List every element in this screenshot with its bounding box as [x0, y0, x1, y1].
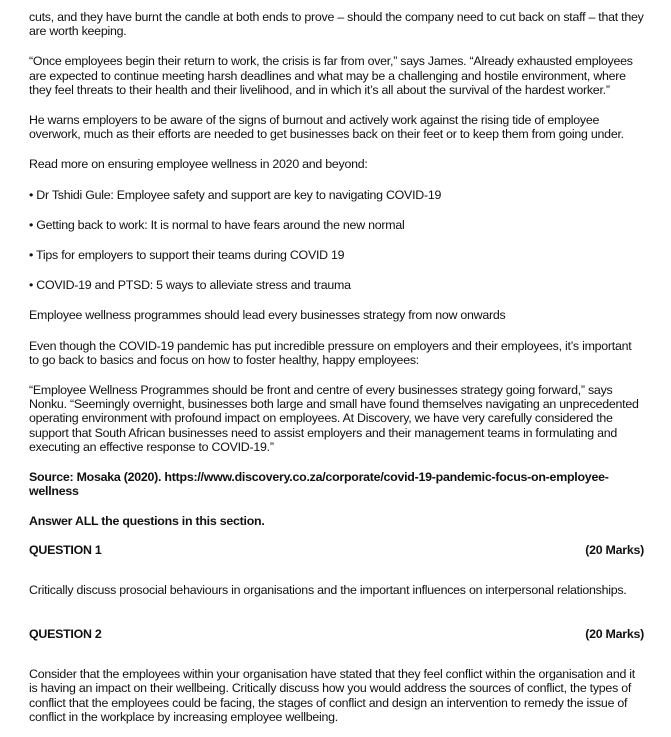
bullet-item: • Getting back to work: It is normal to have fears around the new normal	[29, 217, 405, 232]
question-2-header	[29, 627, 644, 641]
paragraph-pandemic-pressure: Even though the COVID-19 pandemic has put incredible pressure on employers and their employees, it’s important to go back to basics and focus on how to foster healthy, happy employees:	[29, 338, 632, 367]
paragraph-quote-nonku: “Employee Wellness Programmes should be front and centre of every businesses strategy going forward,” says Nonku. “Seemingly overnight, businesses both large and small have found themselves navigating an unprecedented operating environment with profound impact on employees. At Discovery, we have very carefully considered the support that South African businesses need to assist employers and their management teams in formulating and executing an effective response to COVID-19.”	[29, 383, 639, 454]
question-1-marks: (20 Marks)	[585, 542, 644, 557]
paragraph-wellness-heading: Employee wellness programmes should lead every businesses strategy from now onwards	[29, 308, 506, 323]
bullet-item: • Dr Tshidi Gule: Employee safety and support are key to navigating COVID-19	[29, 187, 442, 202]
question-1-header	[29, 543, 644, 557]
question-1-title: QUESTION 1	[29, 542, 102, 557]
question-1-text: Critically discuss prosocial behaviours in organisations and the important influences on interpersonal relationships.	[29, 582, 627, 597]
section-instruction: Answer ALL the questions in this section.	[29, 514, 265, 529]
bullet-item: • Tips for employers to support their teams during COVID 19	[29, 248, 345, 263]
question-2-marks: (20 Marks)	[585, 627, 644, 642]
paragraph-burnout-warning: He warns employers to be aware of the signs of burnout and actively work against the rising tide of employee overwork, much as their efforts are needed to get businesses back on their feet or to keep them from going under.	[29, 113, 624, 142]
question-2-text: Consider that the employees within your organisation have stated that they feel conflict within the organisation and it is having an impact on their wellbeing. Critically discuss how you would address the sources of conflict, the types of conflict that the employees could be facing, the stages of conflict and design an intervention to remedy the issue of conflict in the workplace by increasing employee wellbeing.	[29, 667, 635, 724]
bullet-item: • COVID-19 and PTSD: 5 ways to alleviate stress and trauma	[29, 278, 351, 293]
question-2-title: QUESTION 2	[29, 627, 102, 642]
source-citation: Source: Mosaka (2020). https://www.discovery.co.za/corporate/covid-19-pandemic-focus-on-employee-wellness	[29, 470, 609, 499]
paragraph-read-more: Read more on ensuring employee wellness in 2020 and beyond:	[29, 157, 368, 172]
paragraph-intro: cuts, and they have burnt the candle at both ends to prove – should the company need to cut back on staff – that they are worth keeping.	[29, 10, 644, 39]
paragraph-quote-james: “Once employees begin their return to work, the crisis is far from over,” says James. “Already exhausted employees are expected to continue meeting harsh deadlines and what may be a challenging and hostile environment, where they feel threats to their health and their livelihood, and in which it’s all about the survival of the hardest worker.”	[29, 54, 633, 97]
